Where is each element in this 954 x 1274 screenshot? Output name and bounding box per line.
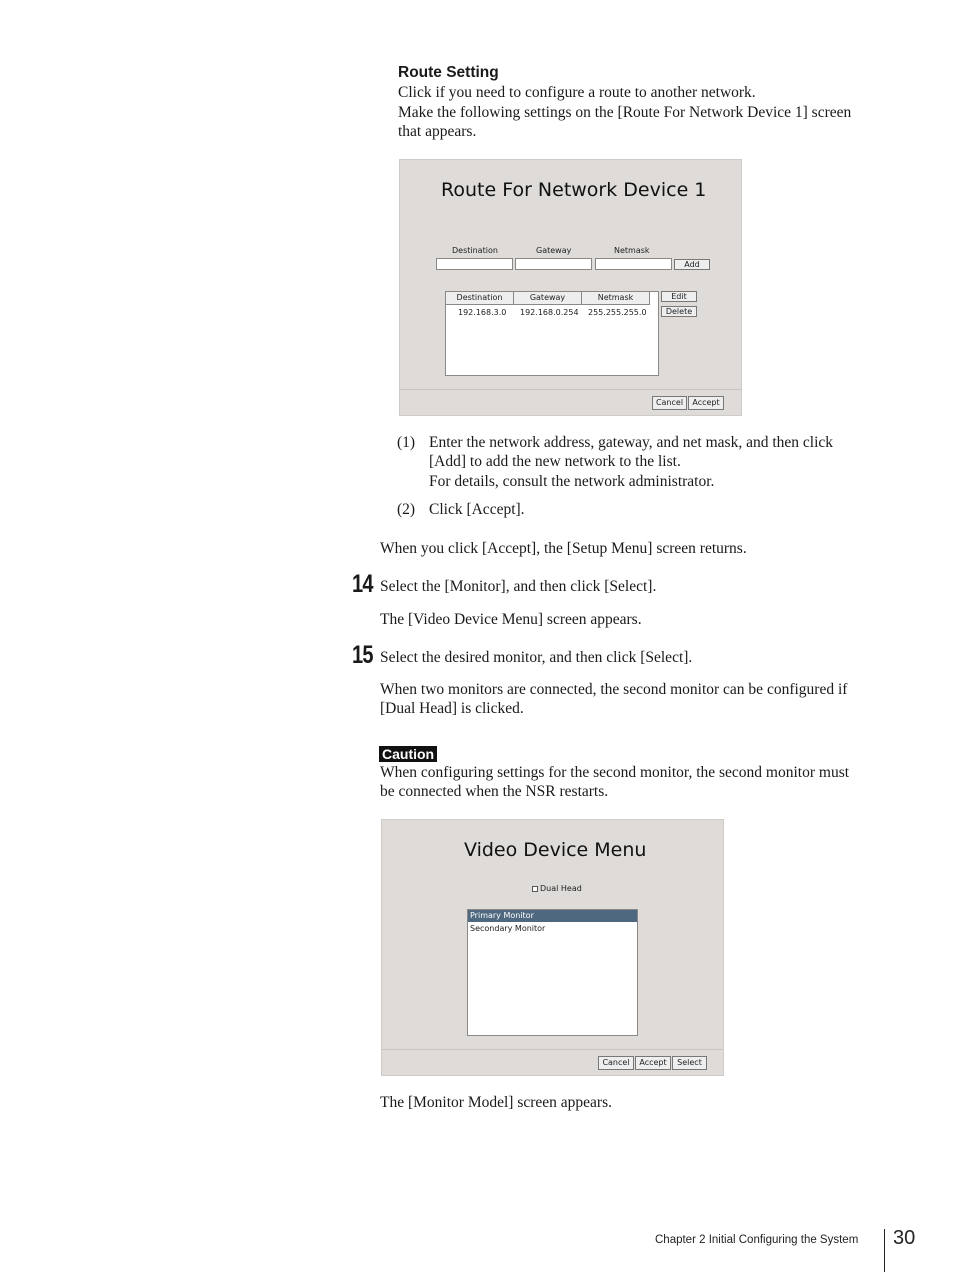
- substep1-line2: [Add] to add the new network to the list.: [429, 453, 681, 470]
- final-text: The [Monitor Model] screen appears.: [380, 1094, 612, 1111]
- route-setting-line2: Make the following settings on the [Route For Network Device 1] screen: [398, 104, 852, 121]
- step14-number: 14: [352, 570, 373, 598]
- video-dialog-screenshot: [381, 819, 724, 1076]
- gateway-input[interactable]: [515, 258, 592, 270]
- caution-badge: Caution: [379, 746, 437, 762]
- route-dialog-separator: [400, 389, 741, 390]
- route-accept-button[interactable]: Accept: [688, 396, 724, 410]
- route-setting-heading: Route Setting: [398, 64, 499, 81]
- route-setting-line1: Click if you need to configure a route to another network.: [398, 84, 756, 101]
- route-row-destination[interactable]: 192.168.3.0: [458, 308, 507, 317]
- route-cancel-button[interactable]: Cancel: [652, 396, 687, 410]
- step14-text: Select the [Monitor], and then click [Select].: [380, 578, 657, 595]
- dual-head-label[interactable]: Dual Head: [540, 884, 582, 893]
- monitor-list: [467, 909, 638, 1036]
- step15-number: 15: [352, 641, 373, 669]
- route-list: [445, 291, 659, 376]
- video-dialog-title: Video Device Menu: [464, 839, 647, 861]
- route-dialog-screenshot: [399, 159, 742, 416]
- destination-label: Destination: [452, 246, 498, 255]
- substep2-number: (2): [397, 501, 416, 518]
- route-setting-line3: that appears.: [398, 123, 477, 140]
- dual-head-checkbox[interactable]: [532, 886, 538, 892]
- add-button[interactable]: Add: [674, 259, 710, 270]
- route-dialog-title: Route For Network Device 1: [441, 179, 707, 201]
- footer-chapter: Chapter 2 Initial Configuring the System: [655, 1234, 859, 1246]
- video-cancel-button[interactable]: Cancel: [598, 1056, 634, 1070]
- destination-input[interactable]: [436, 258, 513, 270]
- route-list-col-destination[interactable]: Destination: [446, 292, 514, 305]
- route-list-col-netmask[interactable]: Netmask: [582, 292, 650, 305]
- step15-note1: When two monitors are connected, the second monitor can be configured if: [380, 681, 848, 698]
- step14-result: The [Video Device Menu] screen appears.: [380, 611, 642, 628]
- video-dialog-separator: [382, 1049, 723, 1050]
- edit-button[interactable]: Edit: [661, 291, 697, 302]
- after-accept-text: When you click [Accept], the [Setup Menu] screen returns.: [380, 540, 747, 557]
- step15-note2: [Dual Head] is clicked.: [380, 700, 524, 717]
- delete-button[interactable]: Delete: [661, 306, 697, 317]
- page-number: 30: [893, 1227, 916, 1249]
- monitor-list-item-primary[interactable]: Primary Monitor: [468, 910, 637, 922]
- caution-line2: be connected when the NSR restarts.: [380, 783, 609, 800]
- monitor-list-item-secondary[interactable]: Secondary Monitor: [470, 924, 546, 933]
- route-row-netmask[interactable]: 255.255.255.0: [588, 308, 647, 317]
- caution-line1: When configuring settings for the second monitor, the second monitor must: [380, 764, 850, 781]
- route-row-gateway[interactable]: 192.168.0.254: [520, 308, 579, 317]
- substep1-line3: For details, consult the network administrator.: [429, 473, 715, 490]
- gateway-label: Gateway: [536, 246, 572, 255]
- netmask-input[interactable]: [595, 258, 672, 270]
- substep2-text: Click [Accept].: [429, 501, 525, 518]
- video-accept-button[interactable]: Accept: [635, 1056, 671, 1070]
- substep1-line1: Enter the network address, gateway, and net mask, and then click: [429, 434, 834, 451]
- video-select-button[interactable]: Select: [672, 1056, 707, 1070]
- substep1-number: (1): [397, 434, 416, 451]
- footer-divider: [884, 1229, 885, 1272]
- netmask-label: Netmask: [614, 246, 650, 255]
- step15-text: Select the desired monitor, and then click [Select].: [380, 649, 693, 666]
- route-list-col-gateway[interactable]: Gateway: [514, 292, 582, 305]
